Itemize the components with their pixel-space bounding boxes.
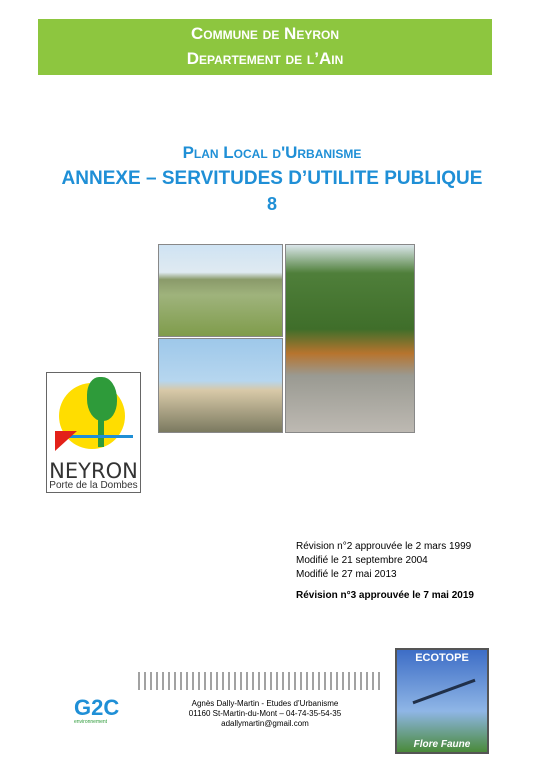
g2c-subtitle: environnement [74, 719, 108, 725]
ecotope-subtitle: Flore Faune [413, 739, 471, 750]
flag-icon [55, 431, 77, 451]
commune-title: Commune de Neyron [190, 24, 339, 43]
photo-village-field [158, 244, 283, 337]
revision-line-3: Modifié le 27 mai 2013 [296, 569, 397, 580]
revision-line-1: Révision n°2 approuvée le 2 mars 1999 [296, 541, 472, 552]
dragonfly-icon [412, 679, 475, 704]
annexe-number: 8 [266, 194, 277, 214]
author-line: Agnès Dally-Martin - Etudes d’Urbanisme [191, 699, 339, 708]
logo-name: NEYRON [49, 459, 138, 483]
annexe-title: ANNEXE – SERVITUDES D’UTILITE PUBLIQUE [61, 168, 483, 189]
ecotope-logo [395, 648, 489, 754]
header-banner [38, 19, 492, 75]
address-line: 01160 St-Martin-du-Mont – 04-74-35-54-35 [188, 709, 342, 718]
g2c-logo: G2C [74, 695, 120, 720]
neyron-logo [46, 372, 141, 493]
logo-tagline: Porte de la Dombes [49, 480, 138, 491]
email-line: adallymartin@gmail.com [221, 719, 309, 728]
revision-line-2: Modifié le 21 septembre 2004 [296, 555, 428, 566]
ecotope-title: ECOTOPE [415, 652, 469, 664]
revision-line-4: Révision n°3 approuvée le 7 mai 2019 [296, 590, 474, 601]
photo-road-trees [285, 244, 415, 433]
plan-title: Plan Local d'Urbanisme [182, 143, 362, 162]
department-title: Departement de l’Ain [186, 49, 344, 68]
tree-trunk [98, 413, 104, 447]
signature-graphic [138, 672, 380, 690]
photo-chateau [158, 338, 283, 433]
